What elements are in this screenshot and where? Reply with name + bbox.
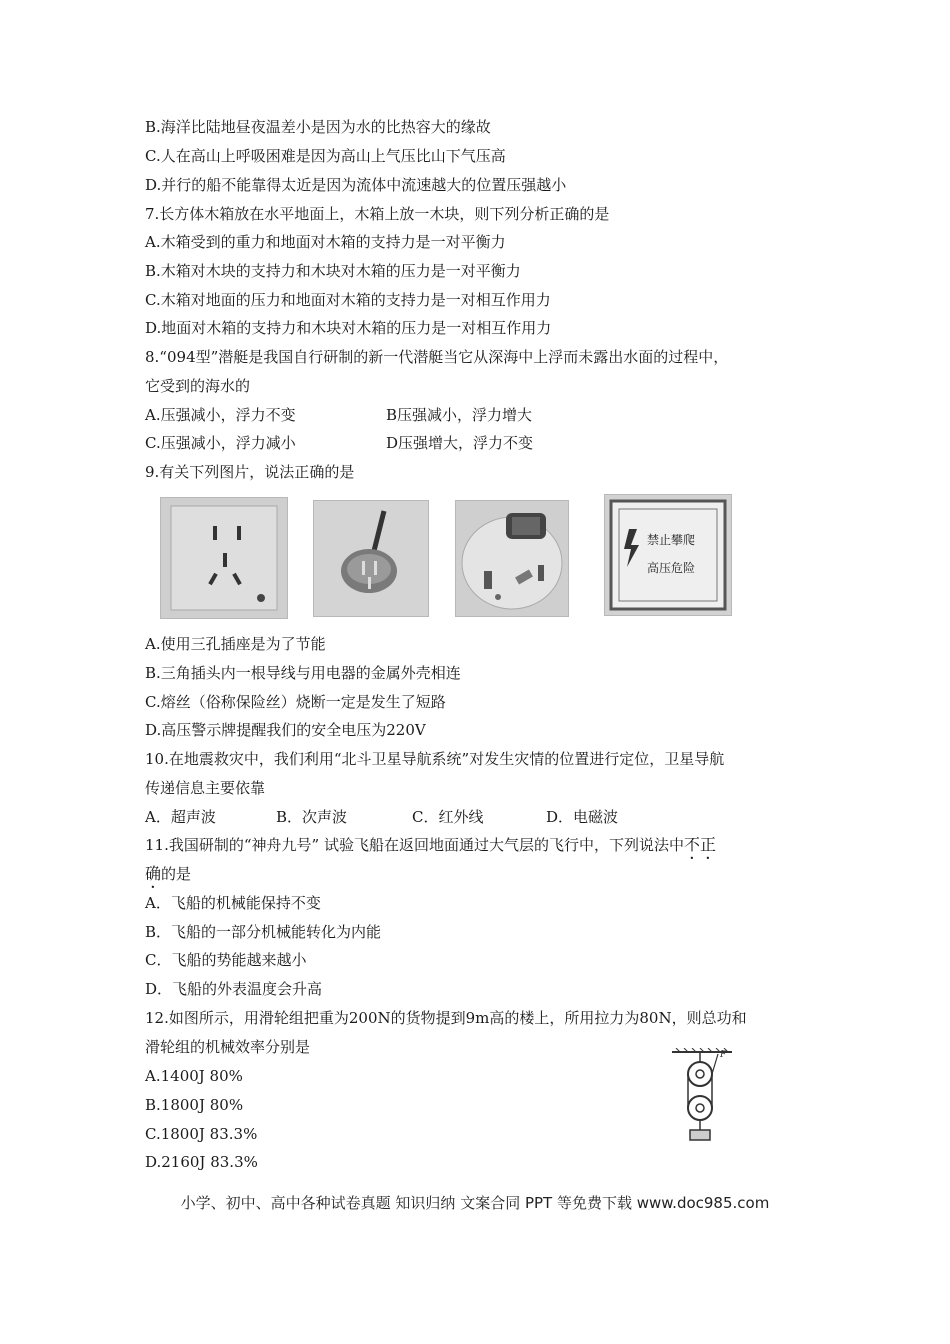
q12-stem-line2: 滑轮组的机械效率分别是: [145, 1038, 311, 1056]
warning-sign-graphic: [605, 495, 731, 615]
q9-option-a: A.使用三孔插座是为了节能: [145, 635, 326, 653]
page-footer: 小学、初中、高中各种试卷真题 知识归纳 文案合同 PPT 等免费下载 www.doc985.com: [180, 1194, 770, 1212]
q6-option-b: B.海洋比陆地昼夜温差小是因为水的比热容大的缘故: [145, 118, 491, 136]
q8-stem-line1: 8.“094型”潜艇是我国自行研制的新一代潜艇当它从深海中上浮而未露出水面的过程中，: [145, 348, 729, 366]
q11-option-a: A．飞船的机械能保持不变: [145, 894, 321, 912]
q11-option-c: C．飞船的势能越来越小: [145, 951, 307, 969]
q12-stem-line1: 12.如图所示，用滑轮组把重为200N的货物提到9m高的楼上，所用拉力为80N，则总功和: [145, 1009, 747, 1027]
q9-option-d: D.高压警示牌提醒我们的安全电压为220V: [145, 721, 426, 739]
q10-option-d: D．电磁波: [546, 808, 619, 826]
q8-option-b: B压强减小，浮力增大: [386, 406, 533, 424]
q9-option-c: C.熔丝（俗称保险丝）烧断一定是发生了短路: [145, 693, 446, 711]
q8-option-d: D压强增大，浮力不变: [386, 434, 534, 452]
q12-option-a: A.1400J 80%: [145, 1067, 243, 1085]
q7-option-d: D.地面对木箱的支持力和木块对木箱的压力是一对相互作用力: [145, 319, 552, 337]
q9-option-b: B.三角插头内一根导线与用电器的金属外壳相连: [145, 664, 461, 682]
q11-option-d: D．飞船的外表温度会升高: [145, 980, 323, 998]
fuse-icon: [456, 501, 568, 616]
q7-option-b: B.木箱对木块的支持力和木块对木箱的压力是一对平衡力: [145, 262, 521, 280]
q8-option-a: A.压强减小，浮力不变: [145, 406, 296, 424]
q11-stem-tail: 的是: [161, 865, 192, 883]
pulley-system-icon: [668, 1048, 738, 1148]
pulley-figure: [668, 1048, 738, 1152]
q10-stem-line2: 传递信息主要依靠: [145, 779, 266, 797]
socket-photo: [160, 497, 288, 619]
q9-stem: 9.有关下列图片，说法正确的是: [145, 463, 355, 481]
q11-emphasis-1: 不正: [683, 835, 716, 854]
q6-option-d: D.并行的船不能靠得太近是因为流体中流速越大的位置压强越小: [145, 176, 567, 194]
q11-stem-line2: [145, 864, 191, 892]
q12-option-d: D.2160J 83.3%: [145, 1153, 258, 1171]
warning-sign-photo: [604, 494, 732, 616]
q10-stem-line1: 10.在地震救灾中，我们利用“北斗卫星导航系统”对发生灾情的位置进行定位，卫星导航: [145, 750, 725, 768]
q11-option-b: B．飞船的一部分机械能转化为内能: [145, 923, 382, 941]
q6-option-c: C.人在高山上呼吸困难是因为高山上气压比山下气压高: [145, 147, 506, 165]
sign-text-line2: 高压危险: [647, 561, 696, 575]
q12-option-b: B.1800J 80%: [145, 1096, 244, 1114]
q8-stem-line2: 它受到的海水的: [145, 377, 251, 395]
q11-stem-text: 11.我国研制的“神舟九号” 试验飞船在返回地面通过大气层的飞行中，下列说法中: [145, 836, 684, 854]
q10-option-c: C．红外线: [412, 808, 484, 826]
fuse-photo: [455, 500, 569, 617]
q7-option-c: C.木箱对地面的压力和地面对木箱的支持力是一对相互作用力: [145, 291, 551, 309]
q11-emphasis-2: 确: [145, 864, 162, 883]
plug-icon: [314, 501, 428, 616]
q10-option-b: B．次声波: [276, 808, 348, 826]
sign-text-line1: 禁止攀爬: [647, 533, 696, 547]
q7-option-a: A.木箱受到的重力和地面对木箱的支持力是一对平衡力: [145, 233, 506, 251]
socket-icon: [161, 498, 287, 618]
q12-option-c: C.1800J 83.3%: [145, 1125, 258, 1143]
q8-option-c: C.压强减小，浮力减小: [145, 434, 296, 452]
q10-option-a: A．超声波: [145, 808, 216, 826]
plug-photo: [313, 500, 429, 617]
q7-stem: 7.长方体木箱放在水平地面上，木箱上放一木块，则下列分析正确的是: [145, 205, 610, 223]
q11-stem-line1: [145, 835, 716, 863]
force-label: F: [720, 1050, 727, 1060]
